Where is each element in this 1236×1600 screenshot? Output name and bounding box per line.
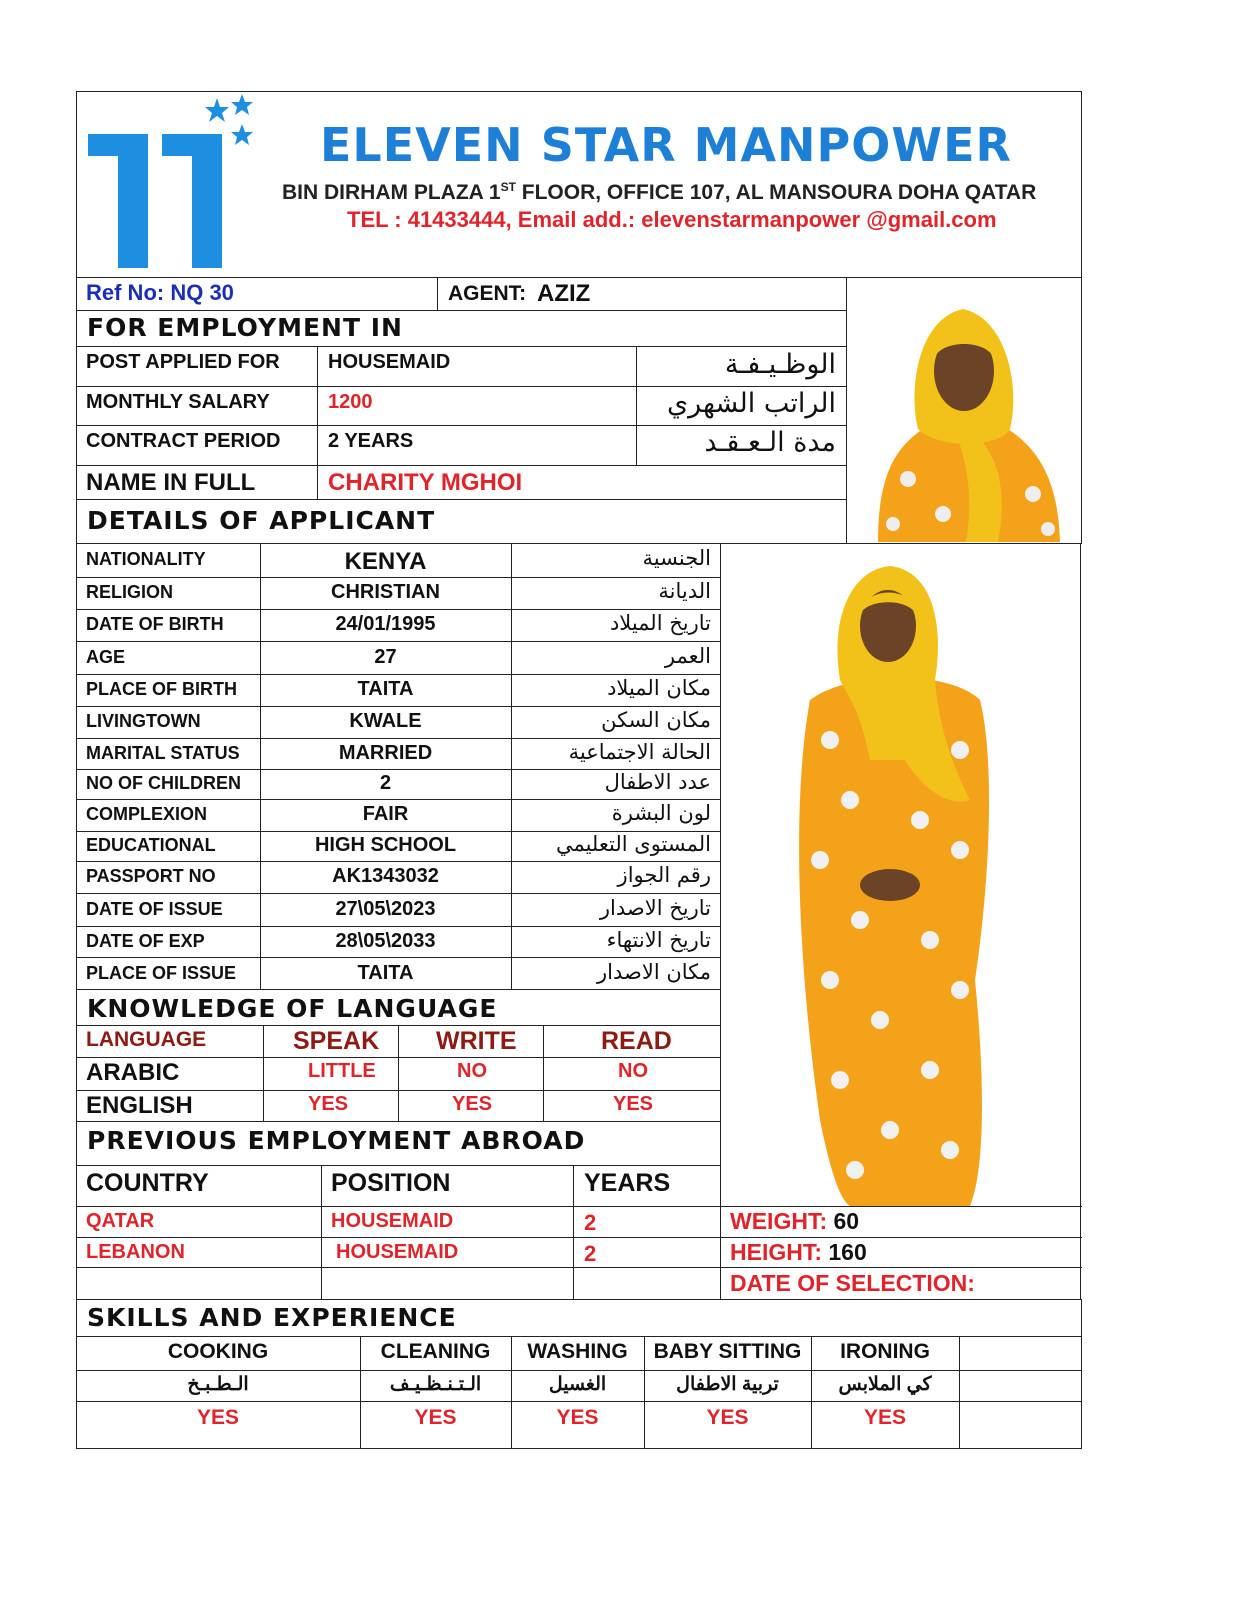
details-label: PASSPORT NO	[86, 866, 216, 886]
name-value: CHARITY MGHOI	[328, 469, 523, 496]
ref-agent-divider	[437, 277, 438, 311]
details-arabic: تاريخ الانتهاء	[606, 927, 711, 952]
line-emp-2	[76, 425, 846, 426]
details-value: HIGH SCHOOL	[314, 834, 457, 856]
details-value: CHRISTIAN	[331, 581, 440, 603]
applicant-photo-full	[760, 560, 1040, 1206]
details-label: PLACE OF BIRTH	[86, 679, 237, 699]
skill-arabic: الـتـنـظـيـف	[389, 1374, 482, 1395]
height-label: HEIGHT:	[730, 1239, 822, 1265]
lang-arabic-speak: LITTLE	[308, 1060, 376, 1082]
details-row-line	[76, 674, 721, 675]
lang-header-read: READ	[601, 1027, 672, 1055]
details-heading: DETAILS OF APPLICANT	[87, 506, 436, 535]
prev-line-3	[76, 1267, 1082, 1268]
applicant-photo-small	[848, 279, 1080, 542]
logo-star-1	[205, 98, 229, 122]
lang-col-1	[263, 1025, 264, 1121]
details-value: AK1343032	[332, 865, 439, 887]
prev-row2-years: 2	[584, 1241, 597, 1266]
emp-label-post: POST APPLIED FOR	[86, 351, 280, 373]
details-row-line	[76, 706, 721, 707]
prev-header-country: COUNTRY	[86, 1169, 209, 1197]
emp-col-divider-2	[636, 346, 637, 465]
details-label: PLACE OF ISSUE	[86, 962, 237, 983]
ref-number: Ref No: NQ 30	[86, 280, 234, 305]
skill-name: BABY SITTING	[653, 1340, 802, 1363]
logo-digit-2-stem	[192, 134, 222, 268]
skill-arabic: كي الملابس	[838, 1374, 932, 1395]
details-value: TAITA	[357, 678, 414, 700]
details-label: AGE	[86, 646, 126, 667]
skills-col-5	[959, 1336, 960, 1448]
weight-value: 60	[833, 1208, 860, 1234]
company-address	[282, 180, 1036, 205]
prev-line-2	[76, 1237, 1082, 1238]
logo-star-2	[231, 94, 253, 115]
details-arabic: مكان الميلاد	[607, 676, 711, 700]
stats-left-border	[720, 1206, 721, 1300]
prev-row2-position: HOUSEMAID	[336, 1241, 459, 1263]
details-arabic: العمر	[664, 643, 711, 668]
prev-line-head	[76, 1165, 721, 1166]
skill-value: YES	[863, 1406, 907, 1429]
logo-digit-1-stem	[118, 134, 148, 268]
prev-col-2	[573, 1165, 574, 1299]
lang-header-speak: SPEAK	[293, 1027, 380, 1055]
agent-value: AZIZ	[537, 280, 591, 307]
lang-arabic-name: ARABIC	[86, 1059, 180, 1086]
prev-row1-country: QATAR	[86, 1210, 155, 1232]
details-label: DATE OF EXP	[86, 930, 205, 951]
details-arabic: رقم الجواز	[617, 863, 711, 887]
details-arabic: الحالة الاجتماعية	[568, 739, 711, 764]
details-value: KENYA	[344, 548, 427, 575]
name-label: NAME IN FULL	[86, 469, 256, 496]
lang-col-3	[543, 1025, 544, 1121]
details-value: KWALE	[349, 710, 422, 732]
employment-heading: FOR EMPLOYMENT IN	[87, 313, 403, 342]
company-contact: TEL : 41433444, Email add.: elevenstarmanpower @gmail.com	[347, 207, 997, 232]
height-value: 160	[828, 1239, 867, 1265]
skill-arabic: الـطـبـخ	[187, 1374, 249, 1395]
details-arabic: الجنسية	[642, 546, 711, 570]
details-label: RELIGION	[86, 582, 174, 602]
details-label: NATIONALITY	[86, 549, 206, 569]
skill-name: CLEANING	[380, 1340, 491, 1363]
lang-english-speak: YES	[308, 1093, 349, 1115]
stats-right-border	[1080, 1206, 1081, 1300]
details-row-line	[76, 861, 721, 862]
skills-line-2	[76, 1401, 1082, 1402]
lang-arabic-read: NO	[618, 1060, 648, 1082]
emp-label-contract: CONTRACT PERIOD	[86, 430, 281, 452]
details-row-line	[76, 641, 721, 642]
skill-value: YES	[556, 1406, 599, 1429]
line-emp-1	[76, 386, 846, 387]
weight-label: WEIGHT:	[730, 1208, 828, 1234]
details-label: EDUCATIONAL	[86, 835, 216, 855]
stat-height	[730, 1239, 867, 1266]
line-ref	[76, 310, 846, 311]
details-value: 27\05\2023	[335, 897, 436, 920]
emp-arabic-post: الوظـيـفـة	[724, 349, 836, 380]
details-value: 24/01/1995	[335, 613, 436, 635]
stat-weight	[730, 1208, 859, 1235]
skill-arabic: الغسيل	[548, 1374, 607, 1395]
details-arabic: مكان السكن	[601, 708, 711, 732]
prev-row2-country: LEBANON	[86, 1241, 185, 1263]
details-arabic: الديانة	[658, 579, 711, 603]
lang-col-2	[398, 1025, 399, 1121]
lang-header-write: WRITE	[436, 1027, 517, 1055]
details-value: 28\05\2033	[335, 929, 436, 952]
emp-label-salary: MONTHLY SALARY	[86, 391, 270, 413]
details-row-line	[76, 957, 721, 958]
skill-name: COOKING	[167, 1340, 269, 1363]
details-arabic: عدد الاطفال	[604, 770, 711, 794]
details-value: FAIR	[362, 803, 409, 825]
logo-eleven	[86, 94, 266, 274]
skills-line-1	[76, 1370, 1082, 1371]
skill-value: YES	[196, 1406, 240, 1429]
details-row-line	[76, 609, 721, 610]
details-row-line	[76, 577, 721, 578]
selection-label: DATE OF SELECTION:	[730, 1270, 975, 1296]
logo-star-3	[231, 124, 253, 145]
details-label: DATE OF BIRTH	[86, 614, 224, 634]
details-arabic: تاريخ الاصدار	[599, 895, 711, 920]
skill-name: IRONING	[840, 1340, 930, 1363]
right-column-border	[1080, 543, 1081, 1206]
emp-col-divider-1	[317, 346, 318, 499]
details-row-line	[76, 799, 721, 800]
skill-value: YES	[706, 1406, 749, 1429]
details-arabic: لون البشرة	[611, 801, 711, 825]
prev-row1-years: 2	[584, 1210, 597, 1235]
address-main: BIN DIRHAM PLAZA 1	[282, 181, 501, 204]
lang-english-name: ENGLISH	[86, 1092, 193, 1119]
details-arabic: المستوى التعليمي	[555, 832, 711, 856]
lang-english-write: YES	[452, 1093, 493, 1115]
company-name: ELEVEN STAR MANPOWER	[320, 118, 1012, 172]
details-label: LIVINGTOWN	[86, 711, 201, 731]
line-name	[76, 499, 846, 500]
details-label: COMPLEXION	[86, 804, 208, 824]
emp-arabic-salary: الراتب الشهري	[666, 388, 836, 419]
address-rest: FLOOR, OFFICE 107, AL MANSOURA DOHA QATAR	[515, 181, 1037, 204]
details-label: MARITAL STATUS	[86, 742, 240, 763]
skill-value: YES	[414, 1406, 457, 1429]
details-row-line	[76, 893, 721, 894]
details-value: 27	[374, 645, 397, 668]
photo-small-divider	[846, 277, 847, 544]
details-col-1	[260, 543, 261, 990]
prev-header-years: YEARS	[584, 1169, 671, 1197]
address-sup: ST	[500, 180, 516, 194]
prev-row1-position: HOUSEMAID	[331, 1210, 454, 1232]
details-label: NO OF CHILDREN	[86, 773, 241, 793]
previous-heading: PREVIOUS EMPLOYMENT ABROAD	[87, 1126, 586, 1155]
details-value: TAITA	[357, 961, 414, 984]
lang-english-read: YES	[613, 1093, 654, 1115]
details-value: 2	[379, 772, 392, 794]
details-col-2	[511, 543, 512, 990]
lang-header-language: LANGUAGE	[86, 1028, 207, 1051]
details-arabic: مكان الاصدار	[597, 959, 711, 984]
details-arabic: تاريخ الميلاد	[609, 611, 711, 635]
line-emp-3	[76, 465, 846, 466]
prev-header-position: POSITION	[331, 1169, 451, 1197]
skills-line-head	[76, 1336, 1082, 1337]
emp-value-post: HOUSEMAID	[328, 351, 451, 373]
emp-value-salary: 1200	[328, 391, 373, 413]
skill-name: WASHING	[527, 1340, 628, 1363]
agent-label: AGENT:	[448, 282, 527, 305]
language-heading: KNOWLEDGE OF LANGUAGE	[87, 994, 498, 1023]
details-label: DATE OF ISSUE	[86, 898, 223, 919]
line-emp-head	[76, 346, 846, 347]
skill-arabic: تربية الاطفال	[676, 1374, 779, 1395]
skills-heading: SKILLS AND EXPERIENCE	[87, 1303, 457, 1332]
lang-arabic-write: NO	[457, 1060, 487, 1082]
prev-col-1	[321, 1165, 322, 1299]
details-value: MARRIED	[338, 741, 433, 764]
prev-line-1	[76, 1206, 1082, 1207]
emp-arabic-contract: مدة الـعـقـد	[704, 427, 836, 458]
emp-value-contract: 2 YEARS	[328, 430, 414, 452]
